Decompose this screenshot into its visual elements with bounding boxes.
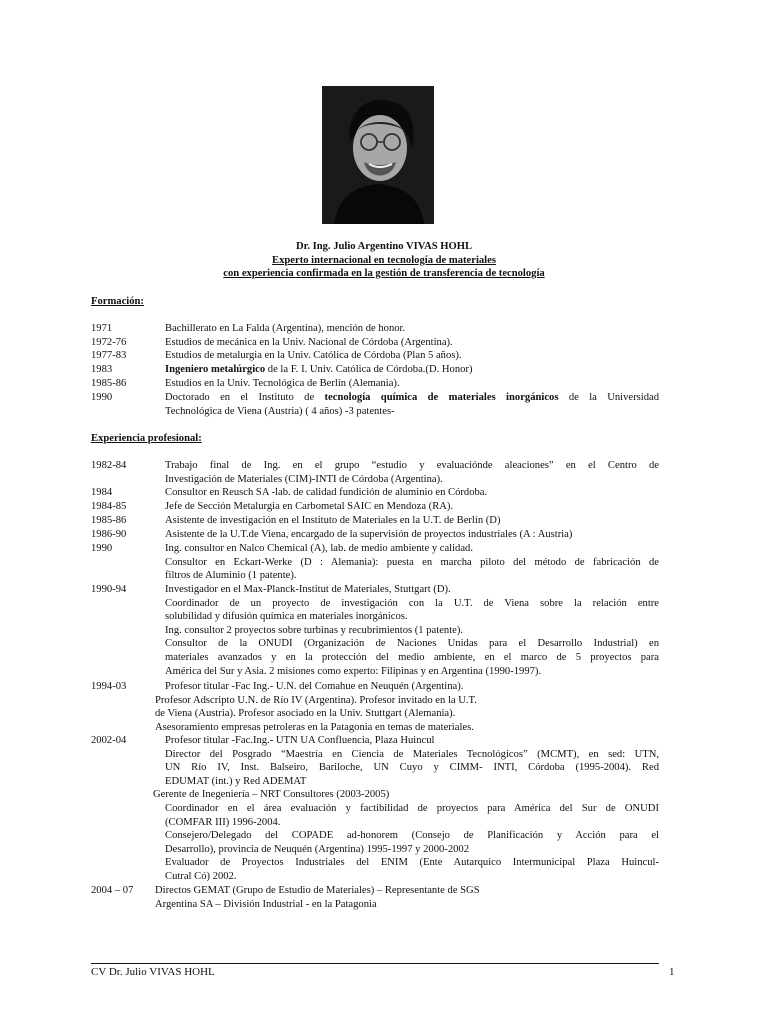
experiencia-line: Investigador en el Max-Planck-Institut de Materiales, Stuttgart (D).	[165, 584, 451, 595]
portrait-photo	[322, 86, 434, 224]
experiencia-line: Profesor titular -Fac Ing.- U.N. del Comahue en Neuquén (Argentina).	[165, 681, 464, 692]
experiencia-line: de Viena (Austria). Profesor asociado en la Univ. Stuttgart (Alemania).	[155, 708, 456, 720]
experiencia-year: 2004 – 07	[91, 885, 134, 896]
doctorate-bold: tecnología química de materiales inorgánicos	[324, 392, 559, 403]
experiencia-line: Directos GEMAT (Grupo de Estudio de Materiales) – Representante de SGS	[155, 885, 480, 896]
portrait-image	[322, 86, 434, 224]
degree-rest: de la F. I. Univ. Católica de Córdoba.(D. Honor)	[265, 364, 473, 375]
experiencia-text	[165, 459, 659, 486]
experiencia-line: América del Sur y Asia. 2 misiones como experto: Filipinas y en Argentina (1990-1997).	[165, 665, 542, 677]
experiencia-text	[165, 542, 659, 583]
experiencia-year: 1984	[91, 487, 113, 498]
formacion-year: 1990	[91, 392, 113, 403]
degree-bold: Ingeniero metalúrgico	[165, 364, 266, 375]
experiencia-line: Director del Posgrado “Maestría en Ciencia de Materiales Tecnológicos” (MCMT), en sed: UTN,	[165, 748, 659, 760]
experiencia-year: 1990-94	[91, 584, 127, 595]
formacion-year: 1972-76	[91, 337, 127, 348]
formacion-text: Estudios de mecánica en la Univ. Nacional de Córdoba (Argentina).	[165, 337, 453, 348]
page-number: 1	[669, 966, 675, 978]
experiencia-line: (COMFAR III) 1996-2004.	[165, 816, 281, 828]
formacion-text: Estudios en la Univ. Tecnológica de Berlín (Alemania).	[165, 378, 400, 389]
formacion-year: 1985-86	[91, 378, 127, 389]
experiencia-line: Consejero/Delegado del COPADE ad-honorem (Consejo de Planificación y Acción para el	[165, 830, 659, 842]
experiencia-year: 1982-84	[91, 460, 127, 471]
doctorate-pre: Doctorado en el Instituto de	[165, 392, 325, 403]
experiencia-line: materiales avanzados y en la protección del medio ambiente, en el marco de 5 proyectos para	[165, 651, 659, 663]
experiencia-text	[155, 680, 659, 734]
experiencia-text	[153, 734, 659, 884]
experiencia-text	[155, 884, 659, 911]
experiencia-line: Coordinador de un proyecto de investigación con la U.T. de Viena sobre la relación entre	[165, 597, 659, 609]
experiencia-line: Profesor Adscripto U.N. de Río IV (Argentina). Profesor invitado en la U.T.	[155, 694, 477, 706]
experiencia-text	[165, 514, 659, 528]
experiencia-line: Cutral Có) 2002.	[165, 870, 237, 882]
formacion-text	[165, 363, 659, 377]
footer-text: CV Dr. Julio VIVAS HOHL	[91, 966, 215, 978]
experiencia-year: 1994-03	[91, 681, 127, 692]
experiencia-line: Consultor de la ONUDI (Organización de Naciones Unidas para el Desarrollo Industrial) en	[165, 638, 659, 650]
formacion-text: Bachillerato en La Falda (Argentina), mención de honor.	[165, 323, 406, 334]
cv-subtitle-1: Experto internacional en tecnología de materiales	[272, 255, 496, 266]
experiencia-line: Consultor en Reusch SA -lab. de calidad fundición de aluminio en Córdoba.	[165, 487, 488, 498]
experiencia-line: filtros de Aluminio (1 patente).	[165, 570, 297, 582]
formacion-year: 1983	[91, 364, 113, 375]
experiencia-line: Asesoramiento empresas petroleras en la Patagonia en temas de materiales.	[155, 721, 474, 733]
experiencia-text	[165, 528, 659, 542]
experiencia-line: solubilidad y difusión química en materiales inorgánicos.	[165, 611, 408, 623]
experiencia-text	[165, 486, 659, 500]
experiencia-year: 1986-90	[91, 529, 127, 540]
experiencia-year: 1984-85	[91, 501, 127, 512]
experiencia-line: Desarrollo), provincia de Neuquén (Argentina) 1995-1997 y 2000-2002	[165, 843, 470, 855]
cv-subtitle-2: con experiencia confirmada en la gestión de transferencia de tecnología	[223, 268, 545, 279]
experiencia-line: Gerente de Inegeniería – NRT Consultores (2003-2005)	[153, 789, 390, 801]
experiencia-line: Jefe de Sección Metalurgia en Carbometal SAIC en Mendoza (RA).	[165, 501, 454, 512]
experiencia-line: Consultor en Eckart-Werke (D : Alemania): puesta en marcha piloto del método de fabricación de	[165, 556, 659, 568]
experiencia-text	[165, 500, 659, 514]
experiencia-line: Ing. consultor en Nalco Chemical (A), lab. de medio ambiente y calidad.	[165, 543, 473, 554]
cv-subtitle-1-wrap	[0, 254, 768, 268]
experiencia-year: 1990	[91, 543, 113, 554]
experiencia-line: Investigación de Materiales (CIM)-INTI de Córdoba (Argentina).	[165, 473, 443, 485]
formacion-text: Estudios de metalurgia en la Univ. Católica de Córdoba (Plan 5 años).	[165, 350, 462, 361]
experiencia-text	[165, 583, 659, 678]
experiencia-line: Trabajo final de Ing. en el grupo “estudio y evaluaciónde aleaciones” en el Centro de	[165, 460, 659, 471]
experiencia-line: Asistente de la U.T.de Viena, encargado de la supervisión de proyectos industriales (A : Austria)	[165, 529, 573, 540]
formacion-year: 1971	[91, 323, 113, 334]
experiencia-line: Profesor titular -Fac.Ing.- UTN UA Confluencia, Plaza Huincul	[165, 735, 435, 746]
footer-divider	[91, 963, 659, 964]
experiencia-year: 1985-86	[91, 515, 127, 526]
experiencia-line: Ing. consultor 2 proyectos sobre turbinas y recubrimientos (1 patente).	[165, 624, 464, 636]
experiencia-line: Argentina SA – División Industrial - en la Patagonia	[155, 898, 377, 910]
experiencia-line: Asistente de investigación en el Instituto de Materiales en la U.T. de Berlín (D)	[165, 515, 501, 526]
formacion-year: 1977-83	[91, 350, 127, 361]
cv-subtitle-2-wrap	[0, 267, 768, 281]
experiencia-line: UN Río IV, Inst. Balseiro, Bariloche, UN Cuyo y CIMM- INTI, Córdoba (1995-2004). Red	[165, 762, 659, 774]
section-title-formacion: Formación:	[91, 296, 144, 307]
doctorate-line-1	[165, 391, 659, 405]
section-title-experiencia: Experiencia profesional:	[91, 433, 202, 444]
doctorate-post: de la Universidad	[558, 392, 659, 403]
experiencia-line: Coordinador en el área evaluación y factibilidad de proyectos para América del Sur de ONUDI	[165, 802, 659, 814]
experiencia-line: EDUMAT (int.) y Red ADEMAT	[165, 775, 307, 787]
cv-name: Dr. Ing. Julio Argentino VIVAS HOHL	[295, 241, 473, 252]
doctorate-line-2: Technológica de Viena (Austria) ( 4 años) -3 patentes-	[165, 405, 395, 417]
experiencia-line: Evaluador de Proyectos Industriales del ENIM (Ente Autarquico Intermunicipal Plaza Huincul-	[165, 857, 659, 869]
formacion-text	[165, 391, 659, 418]
experiencia-year: 2002-04	[91, 735, 127, 746]
